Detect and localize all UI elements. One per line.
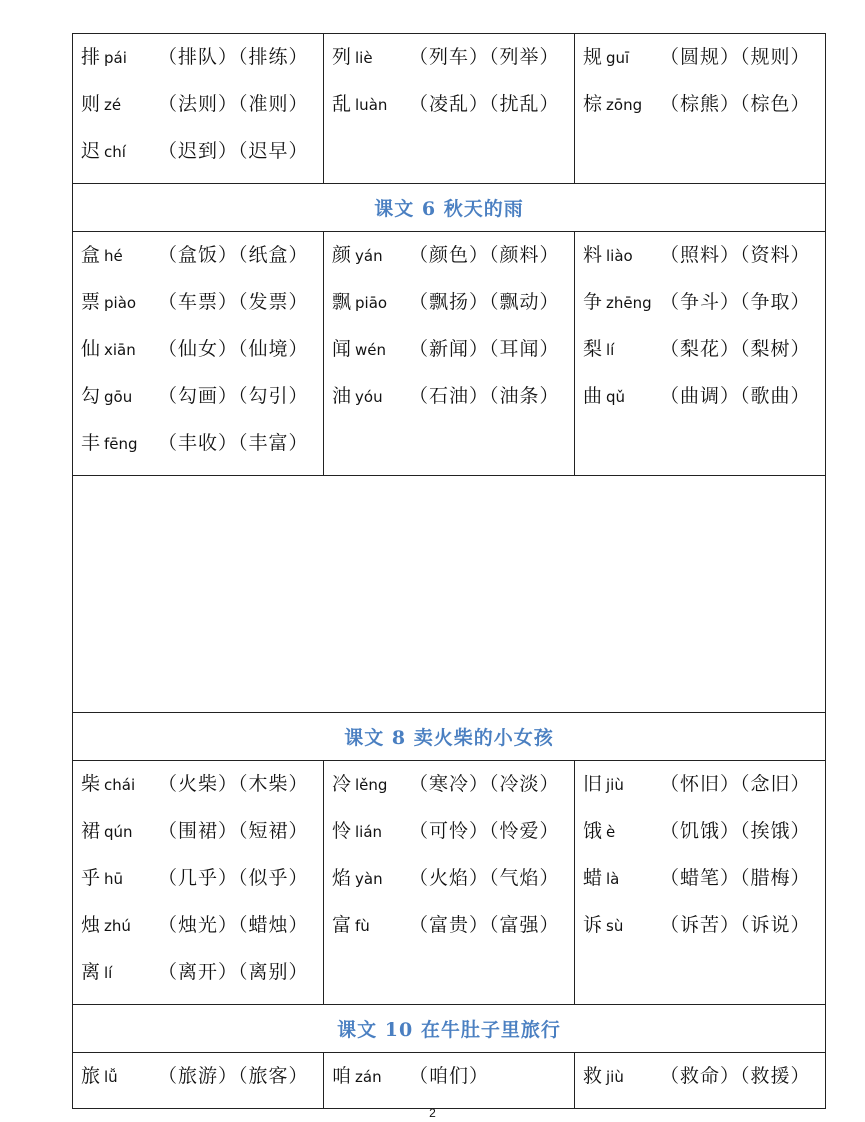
empty-section [73,476,826,713]
example-words: （咱们） [409,1065,490,1087]
vocab-row-4 [73,1053,826,1109]
vocab-cell [73,761,324,1005]
vocab-row-1 [73,34,826,184]
hanzi-character: 旅 [81,1065,101,1087]
vocab-entry [81,769,323,816]
hanzi-character: 迟 [81,140,101,162]
pinyin: è [606,823,616,841]
vocab-entry [583,42,825,89]
pinyin: chí [104,143,126,161]
example-words: （飘扬）（飘动） [409,291,560,313]
vocab-cell [575,761,826,1005]
vocab-cell [73,34,324,184]
example-words: （列车）（列举） [409,46,560,68]
pinyin: yóu [355,388,383,406]
example-words: （仙女）（仙境） [158,338,309,360]
pinyin: luàn [355,96,388,114]
vocab-row-2 [73,232,826,476]
hanzi-character: 诉 [583,914,603,936]
vocab-entry [332,240,574,287]
vocab-cell [73,1053,324,1109]
pinyin: zōng [606,96,643,114]
example-words: （棕熊）（棕色） [660,93,811,115]
example-words: （富贵）（富强） [409,914,560,936]
example-words: （勾画）（勾引） [158,385,309,407]
hanzi-character: 饿 [583,820,603,842]
pinyin: jiù [606,1068,624,1086]
vocab-entry [81,816,323,863]
example-words: （盒饭）（纸盒） [158,244,309,266]
example-words: （救命）（救援） [660,1065,811,1087]
hanzi-character: 丰 [81,432,101,454]
vocab-entry [81,334,323,381]
vocab-entry [332,89,574,136]
vocab-cell [324,761,575,1005]
example-words: （争斗）（争取） [660,291,811,313]
pinyin: xiān [104,341,136,359]
hanzi-character: 曲 [583,385,603,407]
pinyin: piāo [355,294,388,312]
pinyin: lí [606,341,615,359]
section-heading-6: 课文 6 秋天的雨 [73,184,826,232]
hanzi-character: 蜡 [583,867,603,889]
hanzi-character: 梨 [583,338,603,360]
hanzi-character: 棕 [583,93,603,115]
example-words: （迟到）（迟早） [158,140,309,162]
hanzi-character: 勾 [81,385,101,407]
vocab-entry [583,334,825,381]
vocab-entry [583,863,825,910]
vocab-entry [81,42,323,89]
hanzi-character: 旧 [583,773,603,795]
example-words: （蜡笔）（腊梅） [660,867,811,889]
pinyin: sù [606,917,624,935]
example-words: （圆规）（规则） [660,46,811,68]
hanzi-character: 则 [81,93,101,115]
pinyin: lí [104,964,113,982]
vocab-cell [324,232,575,476]
hanzi-character: 闻 [332,338,352,360]
hanzi-character: 焰 [332,867,352,889]
hanzi-character: 颜 [332,244,352,266]
vocab-cell [324,1053,575,1109]
vocab-entry [332,334,574,381]
hanzi-character: 列 [332,46,352,68]
example-words: （怀旧）（念旧） [660,773,811,795]
vocab-entry [583,240,825,287]
pinyin: zán [355,1068,382,1086]
example-words: （凌乱）（扰乱） [409,93,560,115]
vocab-entry [332,816,574,863]
pinyin: jiù [606,776,624,794]
vocab-entry [81,1061,323,1108]
hanzi-character: 裙 [81,820,101,842]
pinyin: pái [104,49,127,67]
vocab-entry [81,136,323,183]
hanzi-character: 乱 [332,93,352,115]
pinyin: qǔ [606,388,626,406]
hanzi-character: 冷 [332,773,352,795]
vocab-cell [73,232,324,476]
vocab-cell [324,34,575,184]
pinyin: hū [104,870,124,888]
example-words: （可怜）（怜爱） [409,820,560,842]
pinyin: liào [606,247,633,265]
section-heading-10: 课文 10 在牛肚子里旅行 [73,1005,826,1053]
vocab-entry [81,957,323,1004]
example-words: （梨花）（梨树） [660,338,811,360]
hanzi-character: 飘 [332,291,352,313]
vocab-entry [583,89,825,136]
pinyin: lián [355,823,383,841]
vocab-table [72,33,826,1109]
pinyin: yán [355,247,383,265]
example-words: （曲调）（歌曲） [660,385,811,407]
pinyin: lěng [355,776,388,794]
hanzi-character: 票 [81,291,101,313]
vocab-cell [575,232,826,476]
section-heading-8: 课文 8 卖火柴的小女孩 [73,713,826,761]
vocab-entry [332,863,574,910]
example-words: （旅游）（旅客） [158,1065,309,1087]
example-words: （围裙）（短裙） [158,820,309,842]
example-words: （烛光）（蜡烛） [158,914,309,936]
vocab-entry [81,428,323,475]
vocab-entry [81,910,323,957]
hanzi-character: 怜 [332,820,352,842]
pinyin: qún [104,823,133,841]
example-words: （火柴）（木柴） [158,773,309,795]
example-words: （排队）（排练） [158,46,309,68]
vocab-entry [81,381,323,428]
vocab-entry [583,381,825,428]
vocab-entry [583,1061,825,1108]
hanzi-character: 咱 [332,1065,352,1087]
vocab-entry [332,381,574,428]
example-words: （法则）（准则） [158,93,309,115]
hanzi-character: 仙 [81,338,101,360]
hanzi-character: 油 [332,385,352,407]
vocab-entry [583,769,825,816]
hanzi-character: 烛 [81,914,101,936]
vocab-entry [332,1061,574,1108]
pinyin: zé [104,96,122,114]
vocab-entry [332,287,574,334]
vocab-entry [332,769,574,816]
pinyin: hé [104,247,123,265]
vocab-entry [81,863,323,910]
pinyin: fù [355,917,370,935]
vocab-entry [583,816,825,863]
example-words: （照料）（资料） [660,244,811,266]
hanzi-character: 争 [583,291,603,313]
vocab-entry [81,287,323,334]
example-words: （离开）（离别） [158,961,309,983]
hanzi-character: 乎 [81,867,101,889]
example-words: （诉苦）（诉说） [660,914,811,936]
vocab-row-3 [73,761,826,1005]
vocab-cell [575,1053,826,1109]
pinyin: liè [355,49,373,67]
pinyin: yàn [355,870,383,888]
vocab-entry [81,89,323,136]
example-words: （石油）（油条） [409,385,560,407]
example-words: （丰收）（丰富） [158,432,309,454]
vocab-cell [575,34,826,184]
hanzi-character: 盒 [81,244,101,266]
pinyin: zhú [104,917,131,935]
pinyin: piào [104,294,137,312]
example-words: （颜色）（颜料） [409,244,560,266]
hanzi-character: 柴 [81,773,101,795]
pinyin: guī [606,49,630,67]
hanzi-character: 救 [583,1065,603,1087]
example-words: （寒冷）（冷淡） [409,773,560,795]
pinyin: zhēng [606,294,652,312]
pinyin: gōu [104,388,133,406]
vocab-entry [81,240,323,287]
pinyin: fēng [104,435,138,453]
vocab-entry [332,910,574,957]
hanzi-character: 料 [583,244,603,266]
pinyin: là [606,870,620,888]
example-words: （火焰）（气焰） [409,867,560,889]
pinyin: wén [355,341,387,359]
hanzi-character: 排 [81,46,101,68]
example-words: （新闻）（耳闻） [409,338,560,360]
pinyin: lǚ [104,1068,118,1086]
vocab-entry [583,910,825,957]
pinyin: chái [104,776,136,794]
hanzi-character: 富 [332,914,352,936]
vocab-entry [332,42,574,89]
hanzi-character: 规 [583,46,603,68]
example-words: （几乎）（似乎） [158,867,309,889]
page-number: 2 [429,1106,436,1120]
hanzi-character: 离 [81,961,101,983]
vocab-entry [583,287,825,334]
example-words: （饥饿）（挨饿） [660,820,811,842]
example-words: （车票）（发票） [158,291,309,313]
